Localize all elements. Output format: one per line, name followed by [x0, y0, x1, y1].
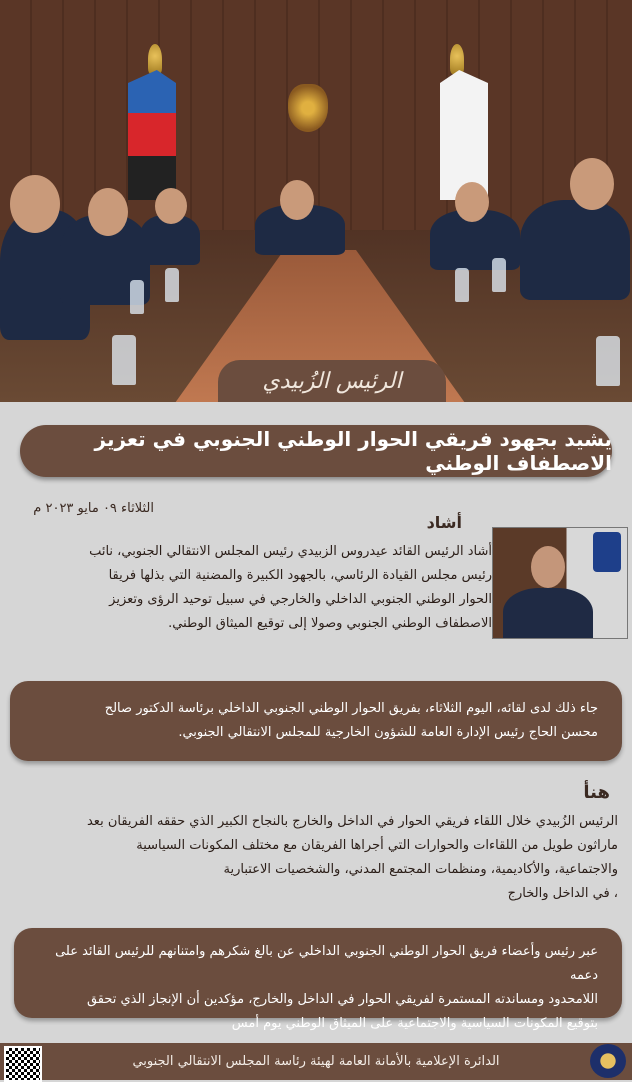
water-bottle: [112, 335, 136, 385]
section2-heading: هنأ: [583, 782, 610, 803]
section2-paragraph: [12, 810, 618, 906]
water-bottle: [596, 336, 620, 386]
meeting-photo: [0, 0, 632, 402]
section1-line: الاصطفاف الوطني الجنوبي وصولا إلى توقيع الميثاق الوطني.: [168, 616, 492, 631]
title-band: [20, 425, 612, 477]
participant-head: [10, 175, 60, 233]
water-bottle: [492, 258, 506, 292]
eagle-emblem: [288, 84, 328, 132]
council-seal-icon: [590, 1044, 626, 1078]
portrait-head: [531, 546, 565, 588]
flag-finial: [148, 44, 162, 74]
flag-finial: [450, 44, 464, 74]
participant-head: [88, 188, 128, 236]
highlight-box-meeting: [10, 681, 622, 761]
page-title: يشيد بجهود فريقي الحوار الوطني الجنوبي في تعزيز الاصطفاف الوطني: [94, 427, 612, 475]
president-head: [280, 180, 314, 220]
section2-line: ، في الداخل والخارج: [507, 886, 618, 901]
water-bottle: [455, 268, 469, 302]
date-label: الثلاثاء ٠٩ مايو ٢٠٢٣ م: [33, 501, 154, 516]
water-bottle: [130, 280, 144, 314]
water-bottle: [165, 268, 179, 302]
participant-head: [570, 158, 614, 210]
emblem-banner: [593, 532, 621, 572]
footer-text: الدائرة الإعلامية بالأمانة العامة لهيئة رئاسة المجلس الانتقالي الجنوبي: [132, 1054, 500, 1069]
highlight-box-thanks: [14, 928, 622, 1031]
participant-head: [455, 182, 489, 222]
participant-head: [155, 188, 187, 224]
box2-line: اللامحدود ومساندته المستمرة لفريقي الحوار في الداخل والخارج، مؤكدين أن الإنجاز الذي تحقق: [86, 992, 598, 1007]
section1-paragraph: [12, 540, 492, 636]
president-portrait: [492, 527, 628, 639]
footer-bar: [0, 1043, 632, 1080]
box1-line: محسن الحاج رئيس الإدارة العامة للشؤون الخارجية للمجلس الانتقالي الجنوبي.: [178, 725, 598, 740]
box2-line: عبر رئيس وأعضاء فريق الحوار الوطني الجنوبي الداخلي عن بالغ شكرهم وامتنانهم للرئيس القائد على دعمه: [55, 944, 598, 983]
qr-code-icon: [4, 1046, 42, 1082]
section1-line: أشاد الرئيس القائد عيدروس الزبيدي رئيس المجلس الانتقالي الجنوبي، نائب: [89, 544, 492, 559]
south-flag: [128, 70, 176, 200]
section1-heading: أشاد: [426, 513, 462, 532]
participant: [520, 200, 630, 300]
section2-line: الرئيس الزُبيدي خلال اللقاء فريقي الحوار في الداخل والخارج بالنجاح الكبير الذي حققه الفريقان بعد: [86, 814, 618, 829]
section1-line: رئيس مجلس القيادة الرئاسي، بالجهود الكبيرة والمضنية التي بذلها فريقا: [108, 568, 492, 583]
council-flag: [440, 70, 488, 200]
box1-line: جاء ذلك لدى لقائه، اليوم الثلاثاء، بفريق الحوار الوطني الجنوبي الداخلي برئاسة الدكتور صالح: [104, 701, 598, 716]
photo-caption: الرئيس الزُبيدي: [218, 360, 446, 402]
box2-line: بتوقيع المكونات السياسية والاجتماعية على الميثاق الوطني يوم أمس: [231, 1016, 598, 1031]
portrait-suit: [503, 588, 593, 639]
section2-line: والاجتماعية، والأكاديمية، ومنظمات المجتمع المدني، والشخصيات الاعتبارية: [223, 862, 618, 877]
section2-line: ماراثون طويل من اللقاءات والحوارات التي أجراها الفريقان مع مختلف المكونات السياسية: [136, 838, 618, 853]
section1-line: الحوار الوطني الجنوبي الداخلي والخارجي في سبيل توحيد الرؤى وتعزيز: [109, 592, 492, 607]
